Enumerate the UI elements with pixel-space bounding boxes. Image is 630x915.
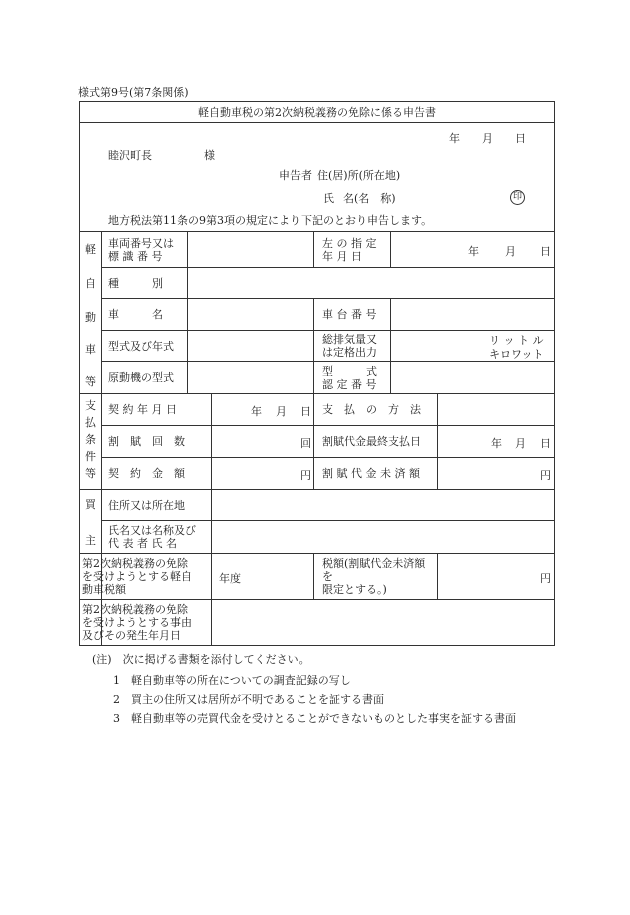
unit-kilowatt: キロワット [489,348,544,361]
buyer-name-field[interactable] [212,521,554,553]
payment-col-divider-1 [211,393,212,489]
buyer-group-char-1: 買 [85,498,96,511]
vehicle-col-divider-3a [390,231,391,267]
notes-item-3: 3 軽自動車等の売買代金を受けとることができないものとした事実を証する書面 [113,712,516,725]
designation-month: 月 [505,245,516,258]
last-payment-label: 割賦代金最終支払日 [322,435,421,448]
tax-amount-unit: 円 [540,572,551,585]
model-year-label: 型式及び年式 [108,339,174,353]
last-payment-month: 月 [515,437,526,450]
last-payment-year: 年 [491,437,502,450]
header-date-year: 年 [449,132,460,145]
vehicle-name-field[interactable] [188,299,312,330]
declarant-name-label-2: 名(名 称) [343,192,396,205]
seal-mark: 印 [510,190,525,205]
designation-day: 日 [540,245,551,258]
exemption-col-divider-2 [313,553,314,599]
last-payment-day: 日 [540,437,551,450]
contract-date-label: 契 約 年 月 日 [108,403,177,416]
honorific: 様 [204,149,215,162]
seal-icon [510,189,525,205]
unit-liter: リ ッ ト ル [489,334,544,347]
exemption-reason-field[interactable] [212,600,554,645]
buyer-address-label: 住所又は所在地 [108,498,185,512]
plate-number-label: 車両番号又は 標 識 番 号 [108,236,174,263]
vehicle-col-divider-2b [313,298,314,393]
payment-col-divider-2 [313,393,314,489]
frame-left [79,101,80,646]
vehicle-group-char-1: 軽 [85,243,96,256]
type-cert-label: 型 式 認 定 番 号 [322,364,377,391]
type-cert-field[interactable] [391,362,554,393]
contract-amount-unit: 円 [300,469,311,482]
engine-model-field[interactable] [188,362,312,393]
payment-group-char-1: 支 [85,399,96,412]
vehicle-type-label: 種 別 [108,276,163,290]
installments-label: 割 賦 回 数 [108,435,185,448]
payment-group-char-4: 件 [85,450,96,463]
payment-group-char-3: 条 [85,433,96,446]
chassis-number-label: 車 台 番 号 [322,308,377,321]
notes-item-2: 2 買主の住所又は居所が不明であることを証する書面 [113,693,384,706]
declarant-name-label-1: 氏 [323,192,334,205]
vehicle-type-field[interactable] [188,268,554,298]
designation-date-label: 左 の 指 定 年 月 日 [322,236,377,263]
fiscal-year-label: 年度 [219,572,241,585]
unpaid-amount-label: 割 賦 代 金 未 済 額 [322,467,420,480]
declarant-address-label: 住(居)所(所在地) [317,169,401,182]
vehicle-col-divider-2a [313,231,314,267]
form-number: 様式第9号(第7条関係) [78,86,189,99]
payment-group-char-5: 等 [85,467,96,480]
plate-number-field[interactable] [188,232,312,267]
contract-year: 年 [251,405,262,418]
model-year-field[interactable] [188,331,312,361]
notes-heading: (注) 次に掲げる書類を添付してください。 [92,653,310,666]
buyer-group-char-2: 主 [85,534,96,547]
header-date-day: 日 [515,132,526,145]
vehicle-group-char-4: 車 [85,343,96,356]
designation-year: 年 [468,245,479,258]
frame-bottom [79,645,555,646]
displacement-label: 総排気量又 は定格出力 [322,333,377,359]
buyer-name-label: 氏名又は名称及び 代 表 者 氏 名 [108,524,196,550]
frame-right [554,101,555,646]
payment-method-label: 支 払 の 方 法 [322,403,421,416]
tax-amount-label: 税額(割賦代金未済額を 限定とする。) [322,557,426,596]
exemption-amount-label: 第2次納税義務の免除 を受けようとする軽自 動車税額 [82,557,192,596]
payment-method-field[interactable] [438,394,554,425]
header-date-month: 月 [482,132,493,145]
contract-amount-label: 契 約 金 額 [108,467,185,480]
exemption-col-divider-3 [437,553,438,599]
declaration-statement: 地方税法第11条の9第3項の規定により下記のとおり申告します。 [108,214,433,227]
vehicle-group-char-3: 動 [85,311,96,324]
vehicle-group-char-2: 自 [85,277,96,290]
vehicle-name-label: 車 名 [108,308,163,321]
declarant-label: 申告者 [279,169,312,182]
title-divider [79,122,555,123]
vehicle-group-char-5: 等 [85,375,96,388]
payment-group-char-2: 払 [85,416,96,429]
contract-day: 日 [300,405,311,418]
unpaid-amount-unit: 円 [540,469,551,482]
exemption-reason-label: 第2次納税義務の免除 を受けようとする事由 及びその発生年月日 [82,603,192,642]
notes-item-1: 1 軽自動車等の所在についての調査記録の写し [113,674,351,687]
contract-month: 月 [276,405,287,418]
chassis-number-field[interactable] [391,299,554,330]
form-title: 軽自動車税の第2次納税義務の免除に係る申告書 [198,105,436,119]
engine-model-label: 原動機の型式 [108,371,174,384]
addressee: 睦沢町長 [108,149,152,162]
installments-unit: 回 [300,437,311,450]
buyer-address-field[interactable] [212,490,554,520]
